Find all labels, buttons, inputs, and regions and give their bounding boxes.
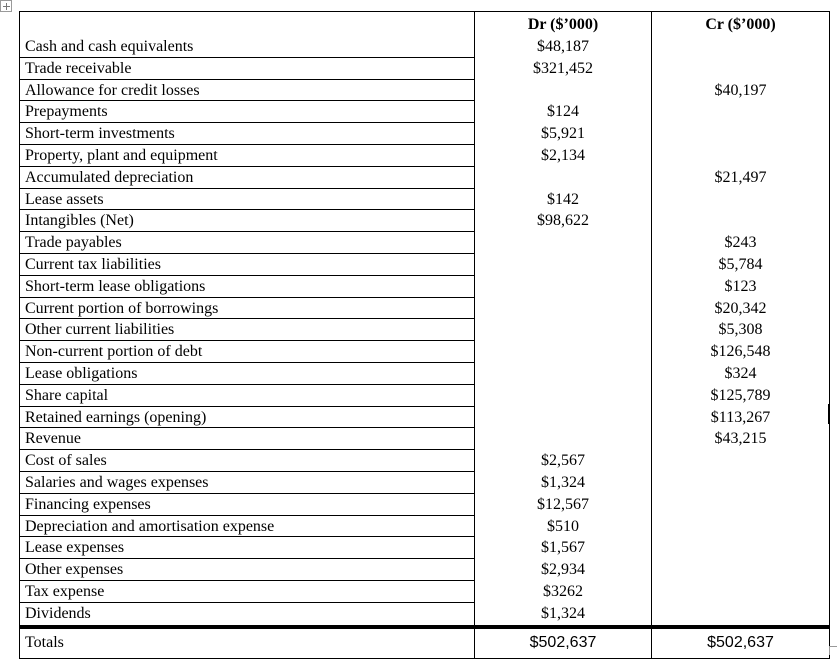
account-label: Depreciation and amortisation expense [20,516,474,538]
credit-column-cell[interactable] [652,12,830,627]
account-label: Trade receivable [20,58,474,80]
debit-amount: $12,567 [537,495,589,513]
account-labels-cell[interactable] [20,12,475,627]
table-move-handle[interactable] [0,0,12,12]
debit-amount [475,80,651,102]
credit-amount: $113,267 [710,408,771,426]
debit-amount: $142 [547,190,579,208]
debit-amount: $5,921 [541,125,585,143]
credit-amount [652,472,829,494]
debit-amount [475,167,651,189]
account-label: Other expenses [20,559,474,581]
credit-amount [652,450,829,472]
debit-amount: $2,134 [541,146,585,164]
credit-amount [652,516,829,538]
debit-amount [475,319,651,341]
credit-amount: $243 [724,234,757,252]
debit-amount: $1,324 [541,604,585,622]
debit-column-cell[interactable] [475,12,652,627]
trial-balance-body-row [20,12,830,627]
credit-amount: $20,342 [714,299,767,317]
debit-amount [475,254,651,276]
debit-header: Dr ($’000) [527,16,599,33]
credit-amount [652,210,829,232]
debit-amount: $98,622 [537,212,589,230]
resize-handle[interactable] [829,646,837,655]
move-arrow-icon [3,6,10,7]
debit-amount: $510 [547,517,579,535]
credit-amount: $126,548 [710,343,771,361]
debit-amount: $2,934 [541,561,585,579]
debit-amount [475,385,651,407]
trial-balance-table [19,11,830,659]
credit-amount [652,189,829,211]
debit-amount: $3262 [543,582,583,600]
account-label: Trade payables [20,232,474,254]
credit-amount [652,494,829,516]
debit-amount: $1,324 [541,473,585,491]
debit-amount [475,298,651,320]
account-label: Salaries and wages expenses [20,472,474,494]
debit-amount [475,341,651,363]
account-label: Dividends [25,604,91,622]
credit-amount [652,581,829,603]
credit-amount [652,58,829,80]
account-label: Share capital [20,385,474,407]
account-label: Short-term lease obligations [20,276,474,298]
account-label: Current portion of borrowings [20,298,474,320]
credit-amount: $43,215 [714,430,767,448]
credit-amount [652,123,829,145]
account-label: Other current liabilities [20,319,474,341]
credit-amount: $5,308 [718,321,763,339]
debit-amount: $2,567 [541,452,585,470]
debit-amount [475,363,651,385]
debit-amount: $48,187 [537,38,589,55]
account-label: Tax expense [20,581,474,603]
credit-amount: $125,789 [710,386,771,404]
credit-amount [652,145,829,167]
credit-amount [652,559,829,581]
debit-amount [475,428,651,450]
debit-amount [475,232,651,254]
account-label: Non-current portion of debt [20,341,474,363]
account-label: Cash and cash equivalents [20,36,474,58]
credit-amount: $324 [724,364,757,382]
totals-label[interactable]: Totals [20,627,475,659]
debit-amount: $1,567 [541,539,585,557]
account-label: Financing expenses [20,494,474,516]
debit-amount: $321,452 [533,59,593,77]
account-label: Prepayments [20,101,474,123]
account-label: Allowance for credit losses [20,80,474,102]
account-label: Accumulated depreciation [20,167,474,189]
account-label: Short-term investments [20,123,474,145]
account-label: Revenue [20,428,474,450]
credit-amount [652,101,829,123]
totals-row [20,627,830,659]
credit-amount [652,36,829,58]
credit-amount: $21,497 [714,168,767,186]
account-label: Lease expenses [20,537,474,559]
account-label: Current tax liabilities [20,254,474,276]
account-label: Lease obligations [20,363,474,385]
debit-amount [475,407,651,429]
credit-amount: $5,784 [718,255,763,273]
credit-amount: $40,197 [714,81,767,99]
credit-amount [652,537,829,559]
account-label: Property, plant and equipment [20,145,474,167]
totals-debit[interactable]: $502,637 [475,627,652,659]
credit-amount: $123 [724,277,757,295]
text-cursor [828,404,829,424]
debit-amount: $124 [547,103,579,121]
credit-header: Cr ($’000) [705,16,776,33]
account-label: Cost of sales [20,450,474,472]
credit-amount [652,603,829,625]
account-label: Lease assets [20,189,474,211]
debit-amount [475,276,651,298]
totals-credit[interactable]: $502,637 [652,627,830,659]
account-label: Intangibles (Net) [20,210,474,232]
account-label: Retained earnings (opening) [20,407,474,429]
